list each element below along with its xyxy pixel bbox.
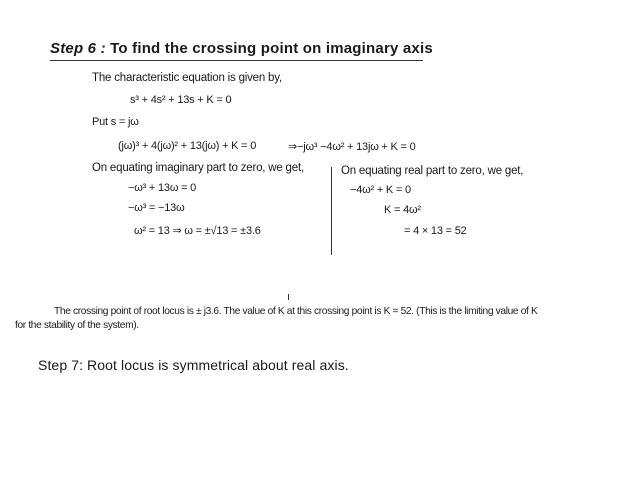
imag-eq-2: −ω³ = −13ω xyxy=(128,202,185,214)
column-divider xyxy=(331,167,332,255)
conclusion-line-1: The crossing point of root locus is ± j3.6. The value of K at this crossing point is K = 52. (This is the limiting value of K xyxy=(54,306,538,317)
real-eq-1: −4ω² + K = 0 xyxy=(350,184,411,196)
imag-eq-3: ω² = 13 ⇒ ω = ±√13 = ±3.6 xyxy=(134,225,261,237)
step6-title-prefix: Step 6 : xyxy=(50,40,106,57)
char-eq-intro: The characteristic equation is given by, xyxy=(92,72,282,84)
real-eq-3: = 4 × 13 = 52 xyxy=(404,225,467,237)
conclusion-line-2: for the stability of the system). xyxy=(15,320,139,331)
substituted-simplified-eq: ⇒−jω³ −4ω² + 13jω + K = 0 xyxy=(288,141,416,153)
step6-heading xyxy=(50,40,433,57)
substituted-eq: (jω)³ + 4(jω)² + 13(jω) + K = 0 xyxy=(118,140,257,152)
put-s-label: Put s = jω xyxy=(92,116,139,128)
char-eq: s³ + 4s² + 13s + K = 0 xyxy=(130,94,232,106)
heading-underline xyxy=(50,60,423,61)
tick-mark xyxy=(288,294,289,300)
imag-eq-1: −ω³ + 13ω = 0 xyxy=(128,182,197,194)
step7-text: Step 7: Root locus is symmetrical about real axis. xyxy=(38,357,349,373)
real-eq-2: K = 4ω² xyxy=(384,204,421,216)
imag-part-heading: On equating imaginary part to zero, we get, xyxy=(92,162,304,174)
real-part-heading: On equating real part to zero, we get, xyxy=(341,165,524,177)
step6-title-text: To find the crossing point on imaginary axis xyxy=(110,40,433,57)
